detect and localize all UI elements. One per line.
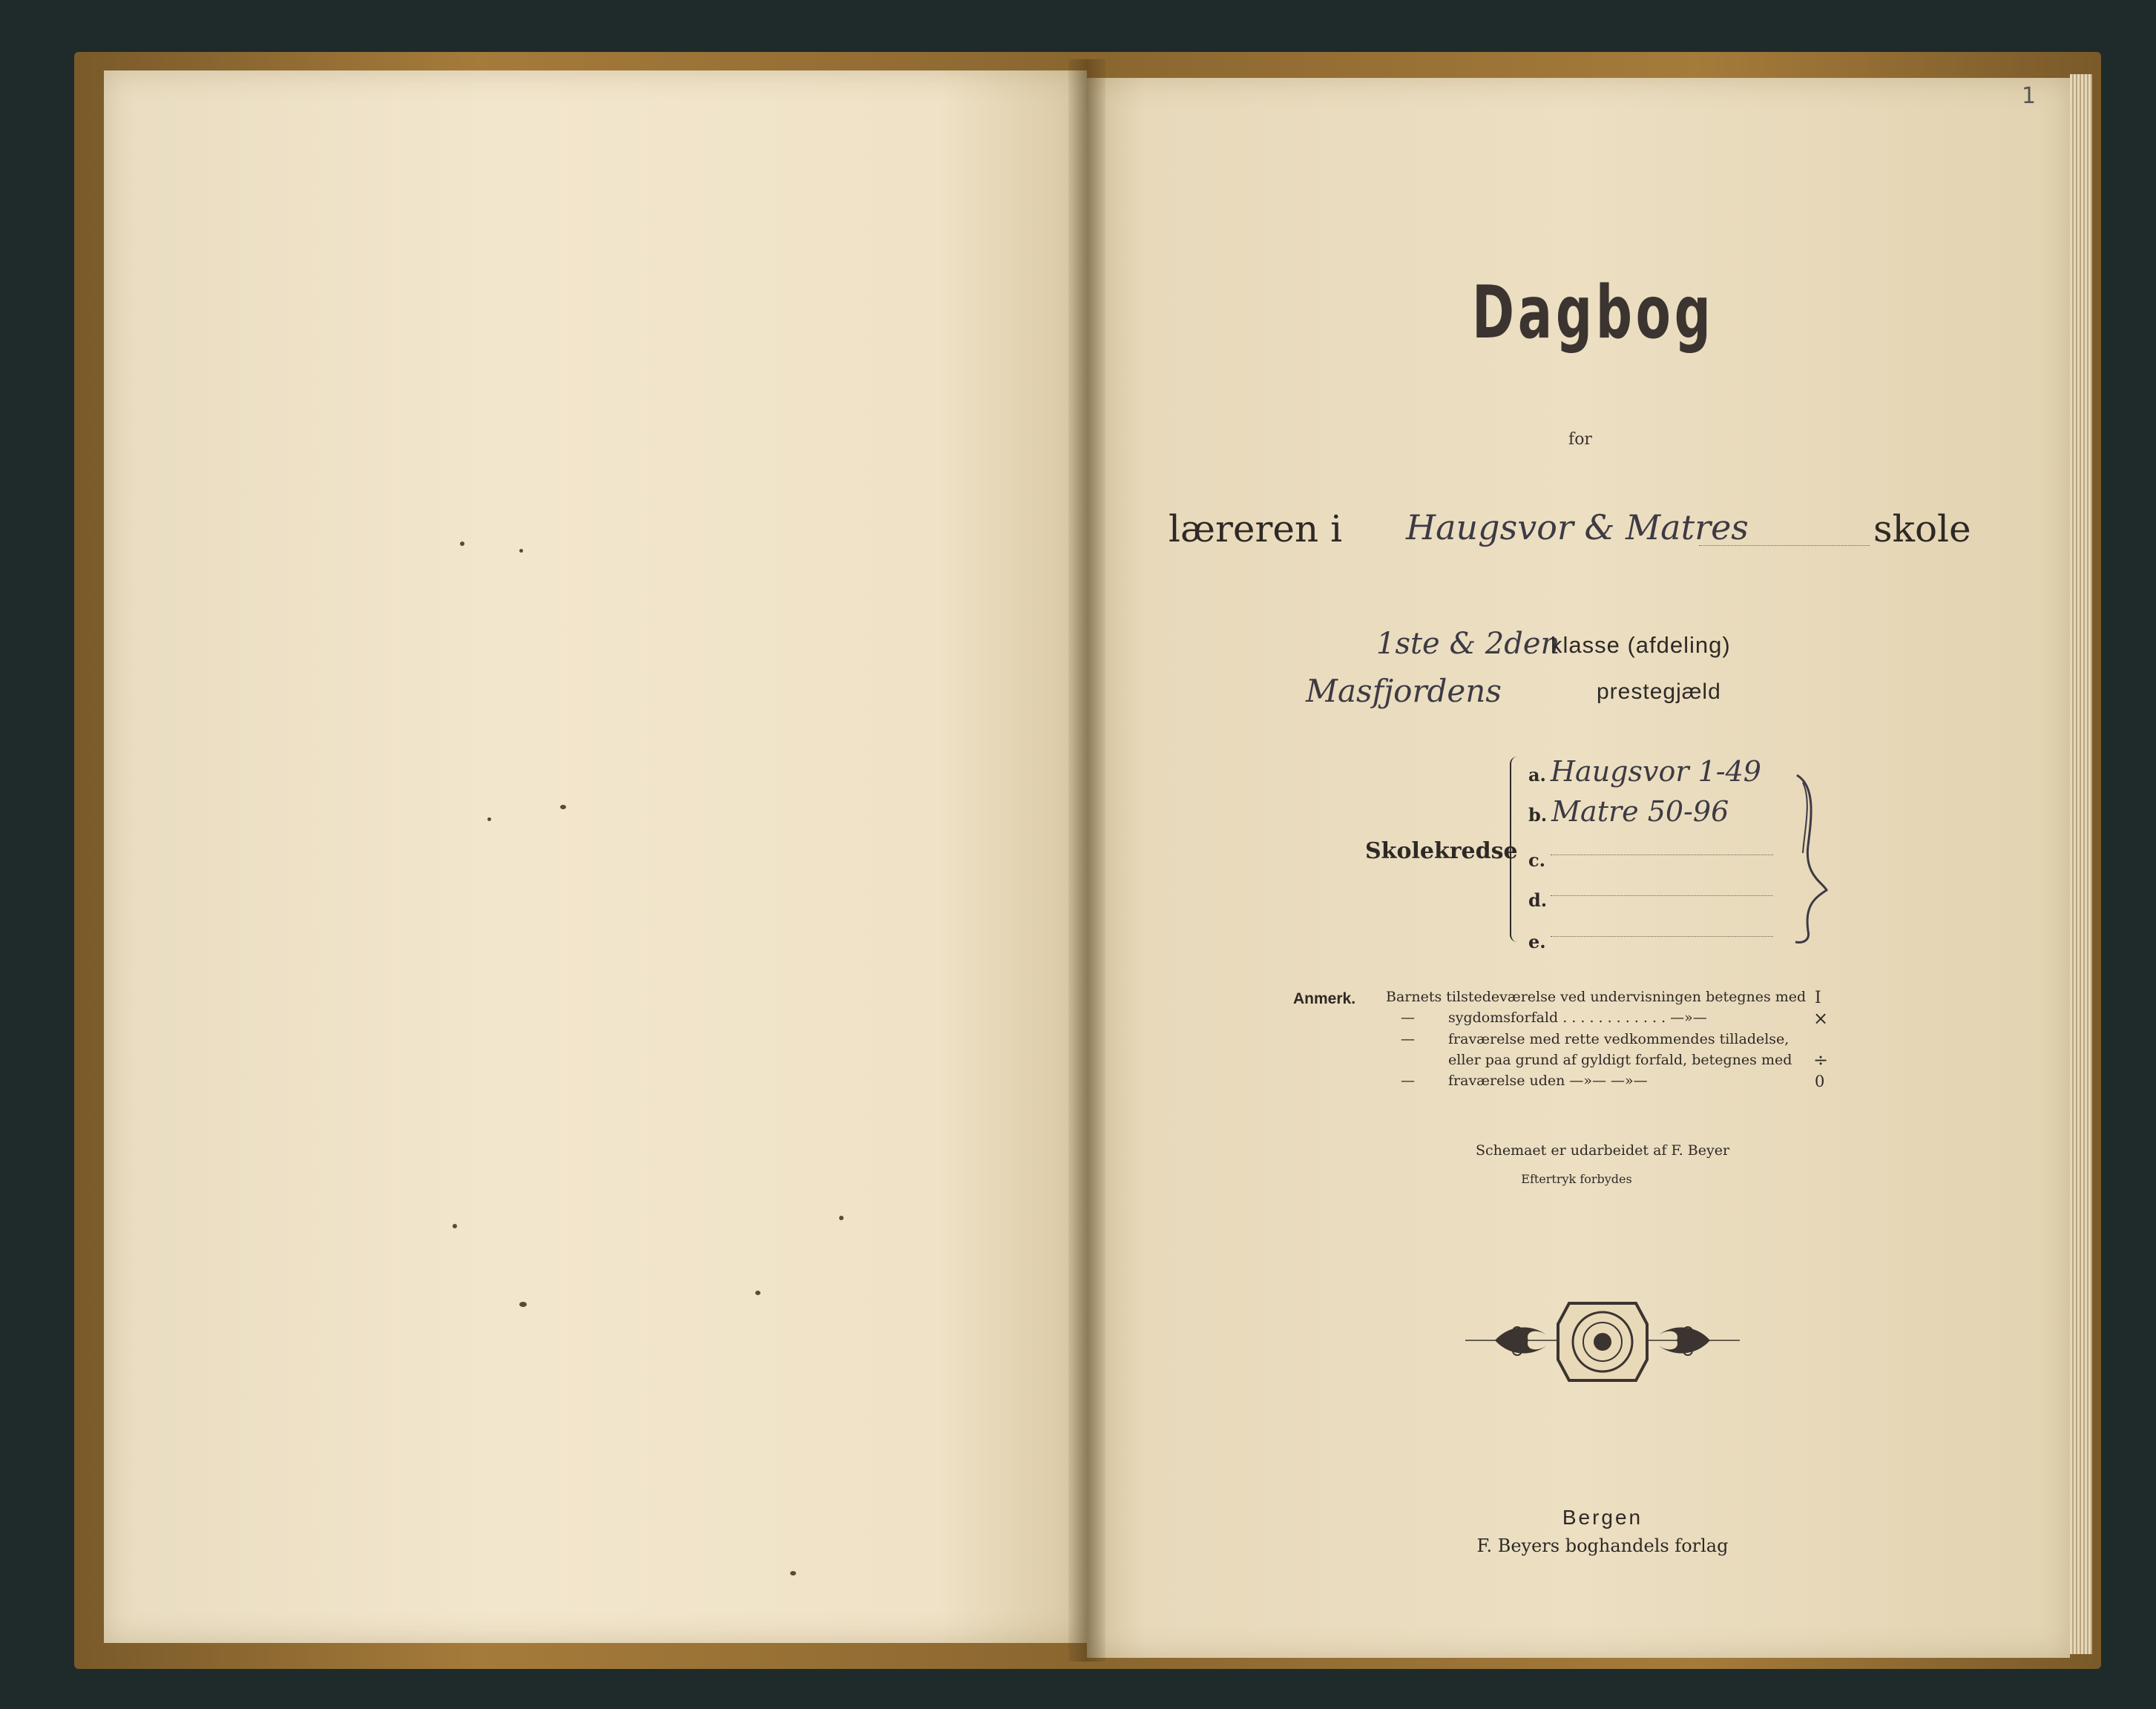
page-block-edge	[2070, 74, 2092, 1654]
kreds-letter: a.	[1528, 764, 1546, 786]
kreds-item-c	[1528, 840, 1550, 873]
paper-speck	[519, 1302, 527, 1307]
kreds-letter: c.	[1528, 849, 1545, 871]
kreds-value: Haugsvor 1-49	[1550, 755, 1761, 788]
school-name-handwritten: Haugsvor & Matres	[1406, 507, 1749, 547]
anmerk-mark-2: ×	[1813, 1008, 1829, 1029]
kreds-value: Matre 50-96	[1551, 795, 1729, 828]
anmerk-dash-5: —	[1401, 1073, 1415, 1089]
paper-speck	[839, 1216, 844, 1220]
kreds-item-a	[1528, 755, 1761, 788]
kreds-fill-line-d	[1551, 895, 1773, 896]
paper-speck	[460, 541, 464, 546]
page-title: Dagbog	[1472, 271, 1715, 355]
paper-speck	[519, 549, 523, 553]
paper-speck	[487, 817, 491, 821]
kreds-letter: d.	[1528, 889, 1548, 911]
anmerk-line-2: sygdomsforfald . . . . . . . . . . . . —»—	[1448, 1010, 1707, 1026]
kreds-item-b	[1528, 795, 1729, 828]
class-handwritten: 1ste & 2den	[1376, 627, 1560, 661]
credit-line: Schemaet er udarbeidet af F. Beyer	[1475, 1142, 1730, 1159]
paper-speck	[560, 805, 566, 809]
paper-speck	[453, 1224, 457, 1228]
left-blank-page	[104, 70, 1087, 1643]
anmerk-line-5: fraværelse uden —»— —»—	[1448, 1073, 1648, 1089]
kreds-letter: b.	[1528, 804, 1548, 826]
parish-label: prestegjæld	[1597, 679, 1721, 704]
school-suffix: skole	[1873, 507, 1971, 550]
school-fill-line	[1699, 545, 1870, 546]
book-gutter	[1068, 59, 1105, 1662]
skolekredse-label: Skolekredse	[1365, 838, 1518, 864]
kreds-letter: e.	[1528, 931, 1546, 952]
anmerk-line-1: Barnets tilstedeværelse ved undervisningen betegnes med	[1386, 989, 1807, 1005]
kreds-item-d	[1528, 880, 1551, 913]
paper-speck	[790, 1571, 796, 1575]
left-brace	[1510, 757, 1523, 942]
anmerk-dash-3: —	[1401, 1031, 1415, 1047]
page-number: 1	[2022, 83, 2037, 109]
anmerk-mark-4: ÷	[1813, 1050, 1829, 1070]
copyright-notice: Eftertryk forbydes	[1521, 1172, 1632, 1186]
anmerk-mark-1: I	[1815, 989, 1821, 1007]
printer-ornament	[1465, 1294, 1740, 1391]
kreds-fill-line-c	[1551, 854, 1773, 855]
for-word: for	[1568, 430, 1592, 449]
anmerk-heading: Anmerk.	[1293, 990, 1356, 1007]
anmerk-line-4: eller paa grund af gyldigt forfald, betegnes med	[1448, 1052, 1792, 1068]
publisher-line: F. Beyers boghandels forlag	[1476, 1535, 1729, 1556]
paper-speck	[755, 1291, 760, 1295]
kreds-fill-line-e	[1551, 936, 1773, 937]
place-of-publication: Bergen	[1562, 1506, 1643, 1529]
class-label: klasse (afdeling)	[1551, 632, 1731, 658]
school-prefix: læreren i	[1169, 507, 1343, 550]
parish-handwritten: Masfjordens	[1306, 673, 1502, 709]
kreds-item-e	[1528, 922, 1551, 955]
handwritten-brace	[1782, 771, 1834, 946]
anmerk-line-3: fraværelse med rette vedkommendes tilladelse,	[1448, 1031, 1789, 1047]
anmerk-mark-5: 0	[1815, 1073, 1825, 1090]
anmerk-dash-2: —	[1401, 1010, 1415, 1026]
